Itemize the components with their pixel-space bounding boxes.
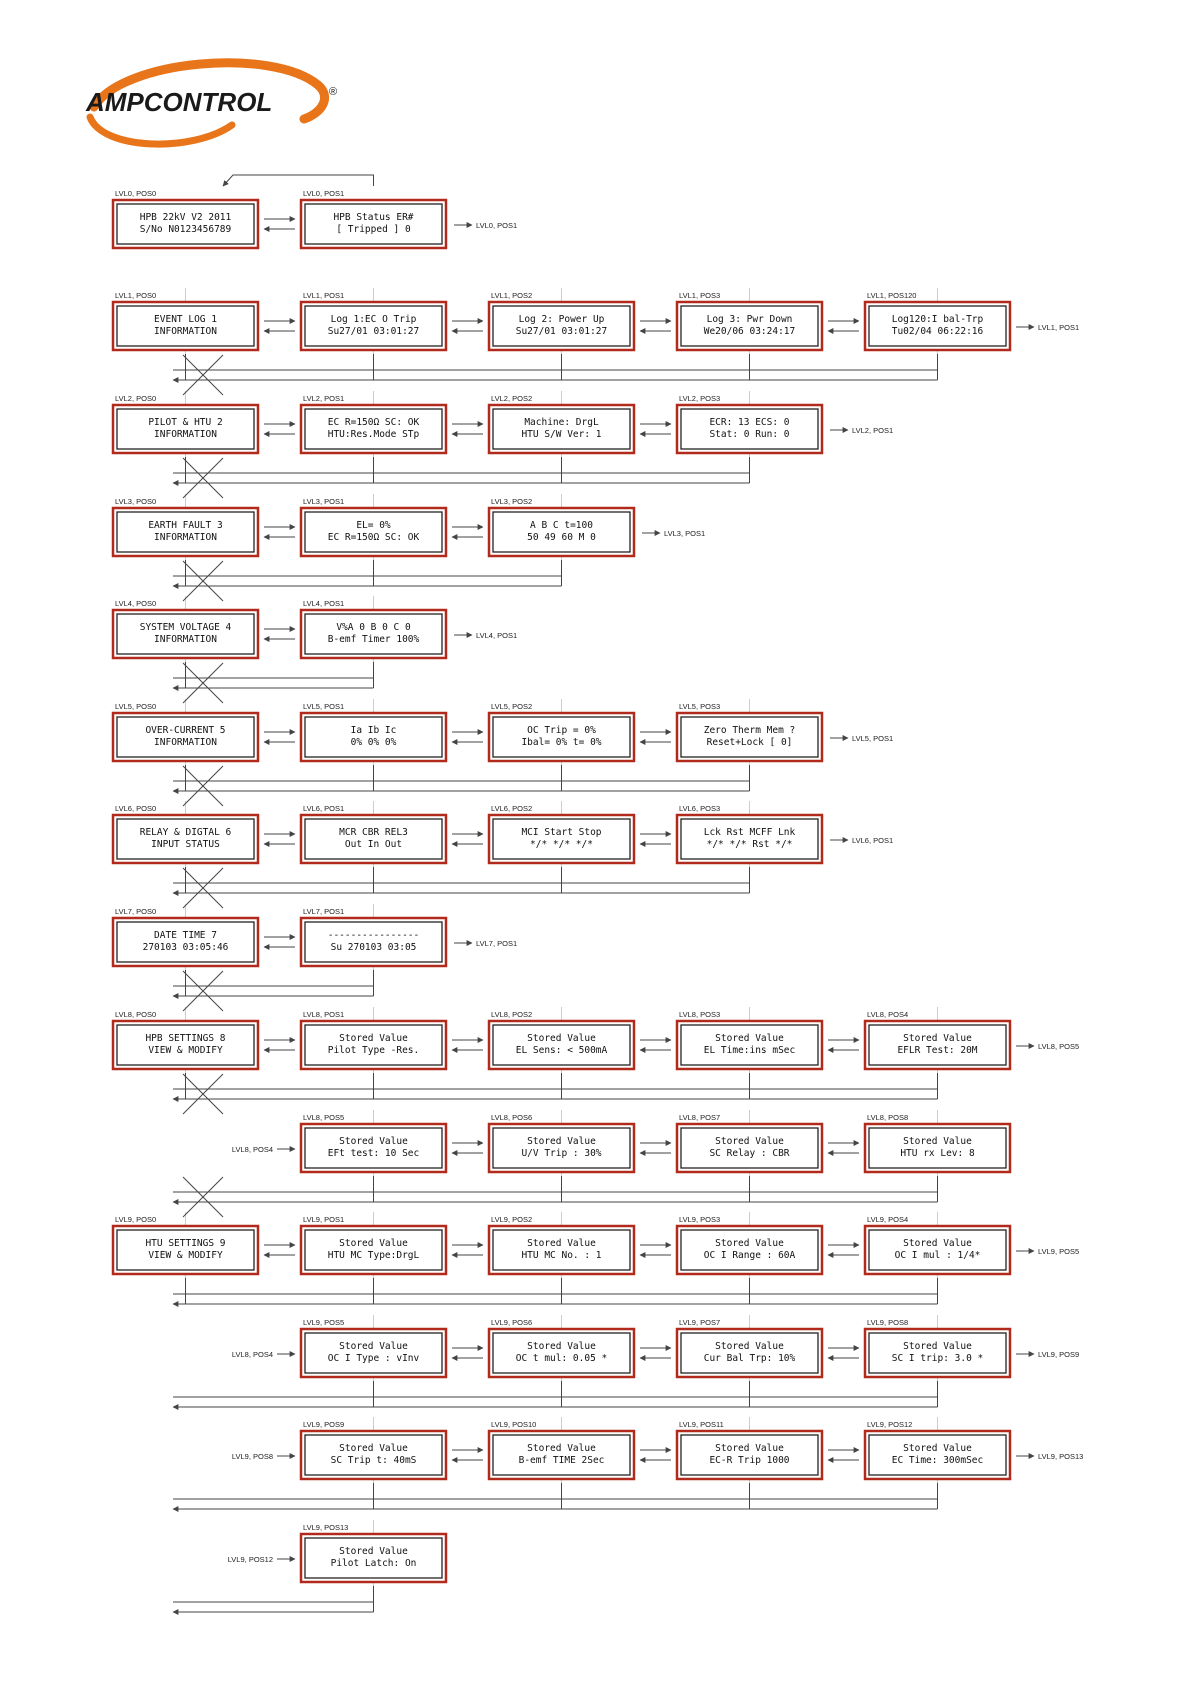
lcd-line: INFORMATION <box>154 634 217 645</box>
lcd-line: INFORMATION <box>154 326 217 337</box>
screen-position-label: LVL9, POS5 <box>303 1318 345 1327</box>
screen-position-label: LVL0, POS0 <box>115 189 157 198</box>
lcd-line: HPB Status ER# <box>333 212 414 223</box>
lcd-line: Stored Value <box>527 1033 596 1044</box>
lcd-line: */* */* Rst */* <box>706 839 793 850</box>
lcd-line: SC Relay : CBR <box>709 1148 790 1159</box>
lcd-line: Stored Value <box>527 1238 596 1249</box>
screen-position-label: LVL3, POS2 <box>491 497 533 506</box>
lcd-line: Log 2: Power Up <box>518 314 605 325</box>
screen-position-label: LVL9, POS11 <box>679 1420 724 1429</box>
lcd-line: U/V Trip : 30% <box>521 1148 602 1159</box>
lcd-line: Stored Value <box>339 1033 408 1044</box>
lcd-line: EC-R Trip 1000 <box>709 1455 790 1466</box>
side-reference-label: LVL0, POS1 <box>476 221 518 230</box>
lcd-line: EL= 0% <box>356 520 391 531</box>
lcd-line: 0% 0% 0% <box>350 737 397 748</box>
side-reference-label: LVL9, POS12 <box>227 1555 273 1564</box>
lcd-line: MCR CBR REL3 <box>339 827 408 838</box>
screen-position-label: LVL9, POS0 <box>115 1215 157 1224</box>
side-reference-label: LVL3, POS1 <box>664 529 706 538</box>
lcd-line: Machine: DrgL <box>524 417 599 428</box>
screen-position-label: LVL9, POS8 <box>867 1318 909 1327</box>
screen-position-label: LVL9, POS7 <box>679 1318 721 1327</box>
screen-position-label: LVL9, POS13 <box>303 1523 349 1532</box>
lcd-line: HTU MC Type:DrgL <box>327 1250 420 1261</box>
lcd-line: HTU:Res.Mode STp <box>327 429 420 440</box>
screen-position-label: LVL9, POS2 <box>491 1215 533 1224</box>
lcd-line: Stored Value <box>715 1136 784 1147</box>
lcd-line: Stored Value <box>903 1033 972 1044</box>
screen-position-label: LVL6, POS0 <box>115 804 157 813</box>
lcd-line: OC I mul : 1/4* <box>894 1250 981 1261</box>
screen-position-label: LVL9, POS3 <box>679 1215 721 1224</box>
lcd-line: INFORMATION <box>154 532 217 543</box>
screen-position-label: LVL1, POS120 <box>867 291 917 300</box>
screen-position-label: LVL8, POS3 <box>679 1010 721 1019</box>
screen-position-label: LVL7, POS1 <box>303 907 345 916</box>
lcd-line: Stored Value <box>715 1033 784 1044</box>
lcd-line: DATE TIME 7 <box>154 930 217 941</box>
side-reference-label: LVL5, POS1 <box>852 734 894 743</box>
screen-position-label: LVL2, POS3 <box>679 394 721 403</box>
screen-position-label: LVL9, POS9 <box>303 1420 345 1429</box>
lcd-line: Stored Value <box>903 1443 972 1454</box>
screen-position-label: LVL3, POS0 <box>115 497 157 506</box>
screen-position-label: LVL4, POS1 <box>303 599 345 608</box>
screen-position-label: LVL9, POS10 <box>491 1420 537 1429</box>
lcd-line: Log 1:EC O Trip <box>330 314 417 325</box>
lcd-line: Out In Out <box>344 839 403 850</box>
screen-position-label: LVL2, POS2 <box>491 394 533 403</box>
lcd-line: Lck Rst MCFF Lnk <box>703 827 796 838</box>
side-reference-label: LVL8, POS5 <box>1038 1042 1080 1051</box>
screen-position-label: LVL8, POS8 <box>867 1113 909 1122</box>
lcd-line: EARTH FAULT 3 <box>148 520 223 531</box>
lcd-line: Stored Value <box>527 1341 596 1352</box>
screen-position-label: LVL5, POS3 <box>679 702 721 711</box>
lcd-line: Stored Value <box>527 1443 596 1454</box>
lcd-line: OC I Type : vInv <box>327 1353 420 1364</box>
lcd-line: Reset+Lock [ 0] <box>706 737 793 748</box>
screen-position-label: LVL5, POS0 <box>115 702 157 711</box>
screen-position-label: LVL2, POS0 <box>115 394 157 403</box>
lcd-line: OC t mul: 0.05 * <box>515 1353 608 1364</box>
screen-position-label: LVL5, POS2 <box>491 702 533 711</box>
lcd-line: Stored Value <box>339 1136 408 1147</box>
lcd-line: MCI Start Stop <box>521 827 602 838</box>
screen-position-label: LVL7, POS0 <box>115 907 157 916</box>
lcd-line: Su 270103 03:05 <box>330 942 417 953</box>
side-reference-label: LVL8, POS4 <box>231 1350 273 1359</box>
top-loop <box>223 175 374 186</box>
lcd-line: Cur Bal Trp: 10% <box>703 1353 796 1364</box>
lcd-line: EVENT LOG 1 <box>154 314 217 325</box>
screen-position-label: LVL1, POS3 <box>679 291 721 300</box>
lcd-line: 50 49 60 M 0 <box>527 532 596 543</box>
lcd-line: OVER-CURRENT 5 <box>145 725 226 736</box>
lcd-line: Su27/01 03:01:27 <box>327 326 420 337</box>
lcd-line: Zero Therm Mem ? <box>703 725 796 736</box>
screen-position-label: LVL3, POS1 <box>303 497 345 506</box>
lcd-line: Stored Value <box>527 1136 596 1147</box>
screen-position-label: LVL8, POS1 <box>303 1010 345 1019</box>
logo-wordmark: AMPCONTROL <box>86 87 273 117</box>
lcd-line: */* */* */* <box>530 839 593 850</box>
lcd-line: Stored Value <box>715 1341 784 1352</box>
lcd-screen-box <box>113 189 258 248</box>
lcd-line: ECR: 13 ECS: 0 <box>709 417 790 428</box>
screen-position-label: LVL6, POS1 <box>303 804 345 813</box>
lcd-line: B-emf TIME 2Sec <box>518 1455 605 1466</box>
lcd-line: Stat: 0 Run: 0 <box>709 429 790 440</box>
side-reference-label: LVL9, POS8 <box>231 1452 273 1461</box>
lcd-line: [ Tripped ] 0 <box>336 224 411 235</box>
lcd-line: INFORMATION <box>154 737 217 748</box>
lcd-line: HPB 22kV V2 2011 <box>139 212 232 223</box>
screen-position-label: LVL4, POS0 <box>115 599 157 608</box>
lcd-line: Stored Value <box>339 1341 408 1352</box>
lcd-line: Stored Value <box>715 1443 784 1454</box>
lcd-line: INFORMATION <box>154 429 217 440</box>
screen-position-label: LVL9, POS12 <box>867 1420 913 1429</box>
side-reference-label: LVL4, POS1 <box>476 631 518 640</box>
lcd-line: Tu02/04 06:22:16 <box>891 326 984 337</box>
lcd-line: VIEW & MODIFY <box>148 1045 223 1056</box>
lcd-line: PILOT & HTU 2 <box>148 417 223 428</box>
lcd-line: HTU SETTINGS 9 <box>145 1238 226 1249</box>
screen-position-label: LVL1, POS2 <box>491 291 533 300</box>
connector-lines <box>173 175 938 1612</box>
screen-position-label: LVL8, POS5 <box>303 1113 345 1122</box>
screen-position-label: LVL6, POS2 <box>491 804 533 813</box>
lcd-line: HTU S/W Ver: 1 <box>521 429 602 440</box>
lcd-line: INPUT STATUS <box>151 839 220 850</box>
lcd-line: SC Trip t: 40mS <box>330 1455 417 1466</box>
lcd-line: We20/06 03:24:17 <box>703 326 796 337</box>
screen-position-label: LVL6, POS3 <box>679 804 721 813</box>
lcd-line: HPB SETTINGS 8 <box>145 1033 226 1044</box>
lcd-line: Pilot Type -Res. <box>327 1045 420 1056</box>
lcd-line: Log120:I bal-Trp <box>891 314 984 325</box>
side-reference-label: LVL7, POS1 <box>476 939 518 948</box>
lcd-line: HTU rx Lev: 8 <box>900 1148 975 1159</box>
lcd-line: EC R=150Ω SC: OK <box>327 417 420 428</box>
side-reference-label: LVL8, POS4 <box>231 1145 273 1154</box>
screen-position-label: LVL8, POS0 <box>115 1010 157 1019</box>
screen-position-label: LVL8, POS7 <box>679 1113 721 1122</box>
side-reference-label: LVL2, POS1 <box>852 426 894 435</box>
lcd-line: Stored Value <box>339 1546 408 1557</box>
screen-position-label: LVL9, POS4 <box>867 1215 909 1224</box>
lcd-line: OC Trip = 0% <box>527 725 596 736</box>
lcd-line: EFLR Test: 20M <box>897 1045 978 1056</box>
logo-registered-mark: ® <box>329 86 338 98</box>
screen-position-label: LVL1, POS0 <box>115 291 157 300</box>
lcd-line: Stored Value <box>339 1443 408 1454</box>
lcd-line: Pilot Latch: On <box>330 1558 417 1569</box>
screen-position-label: LVL0, POS1 <box>303 189 345 198</box>
side-reference-label: LVL9, POS9 <box>1038 1350 1080 1359</box>
lcd-line: EL Time:ins mSec <box>703 1045 796 1056</box>
lcd-line: Stored Value <box>339 1238 408 1249</box>
lcd-line: Stored Value <box>903 1341 972 1352</box>
lcd-line: Stored Value <box>903 1238 972 1249</box>
lcd-line: EC R=150Ω SC: OK <box>327 532 420 543</box>
lcd-line: Ia Ib Ic <box>350 725 397 736</box>
side-reference-label: LVL9, POS5 <box>1038 1247 1080 1256</box>
lcd-line: EC Time: 300mSec <box>891 1455 984 1466</box>
lcd-line: SYSTEM VOLTAGE 4 <box>139 622 232 633</box>
screen-position-label: LVL2, POS1 <box>303 394 345 403</box>
lcd-line: S/No N0123456789 <box>139 224 232 235</box>
lcd-line: Log 3: Pwr Down <box>706 314 793 325</box>
lcd-line: B-emf Timer 100% <box>327 634 420 645</box>
lcd-line: OC I Range : 60A <box>703 1250 796 1261</box>
screen-position-label: LVL5, POS1 <box>303 702 345 711</box>
screen-position-label: LVL1, POS1 <box>303 291 345 300</box>
screen-position-label: LVL8, POS2 <box>491 1010 533 1019</box>
lcd-line: Su27/01 03:01:27 <box>515 326 608 337</box>
lcd-line: ---------------- <box>327 930 420 941</box>
screen-position-label: LVL9, POS1 <box>303 1215 345 1224</box>
screen-position-label: LVL8, POS4 <box>867 1010 909 1019</box>
lcd-line: V%A 0 B 0 C 0 <box>336 622 411 633</box>
lcd-line: RELAY & DIGTAL 6 <box>139 827 232 838</box>
side-reference-label: LVL1, POS1 <box>1038 323 1080 332</box>
lcd-line: EFt test: 10 Sec <box>327 1148 420 1159</box>
lcd-line: 270103 03:05:46 <box>142 942 229 953</box>
lcd-line: EL Sens: < 500mA <box>515 1045 608 1056</box>
lcd-line: Stored Value <box>903 1136 972 1147</box>
lcd-line: Ibal= 0% t= 0% <box>521 737 602 748</box>
lcd-line: HTU MC No. : 1 <box>521 1250 602 1261</box>
lcd-line: A B C t=100 <box>530 520 593 531</box>
side-reference-label: LVL9, POS13 <box>1038 1452 1084 1461</box>
lcd-line: VIEW & MODIFY <box>148 1250 223 1261</box>
screen-position-label: LVL9, POS6 <box>491 1318 533 1327</box>
lcd-line: SC I trip: 3.0 * <box>891 1353 984 1364</box>
screen-position-label: LVL8, POS6 <box>491 1113 533 1122</box>
lcd-line: Stored Value <box>715 1238 784 1249</box>
lcd-screen-box <box>301 189 446 248</box>
side-reference-label: LVL6, POS1 <box>852 836 894 845</box>
